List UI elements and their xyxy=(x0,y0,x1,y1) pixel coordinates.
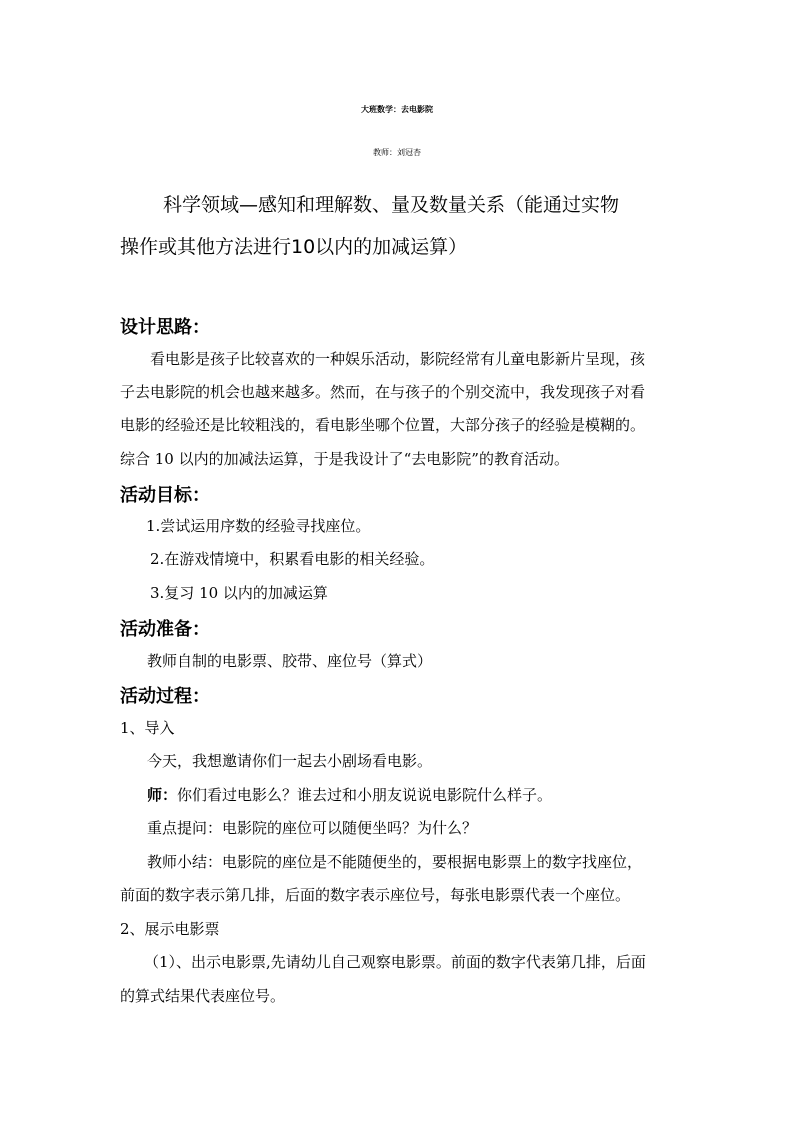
document-title: 大班数学：去电影院 xyxy=(361,105,433,114)
domain-line-1: 科学领域—感知和理解数、量及数量关系（能通过实物 xyxy=(163,194,620,216)
step2-line-1: （1）、出示电影票,先请幼儿自己观察电影票。前面的数字代表第几排，后面 xyxy=(144,953,646,971)
prep-heading: 活动准备： xyxy=(120,619,210,640)
design-line: 电影的经验还是比较粗浅的，看电影坐哪个位置，大部分孩子的经验是模糊的。 xyxy=(120,416,646,434)
step1-question: 重点提问：电影院的座位可以随便坐吗？为什么？ xyxy=(147,819,478,837)
process-heading: 活动过程： xyxy=(120,686,210,707)
design-line: 子去电影院的机会也越来越多。然而，在与孩子的个别交流中，我发现孩子对看 xyxy=(120,383,646,401)
goal-item: 3.复习 10 以内的加减运算 xyxy=(150,584,328,602)
step1-title: 1、导入 xyxy=(120,719,175,737)
teacher-label: 师： xyxy=(147,786,178,804)
teacher-question: 你们看过电影么？谁去过和小朋友说说电影院什么样子。 xyxy=(177,786,553,804)
design-line: 综合 10 以内的加减法运算，于是我设计了“去电影院”的教育活动。 xyxy=(120,450,569,468)
step1-summary-line-1: 教师小结：电影院的座位是不能随便坐的，要根据电影票上的数字找座位， xyxy=(147,853,643,871)
prep-text: 教师自制的电影票、胶带、座位号（算式） xyxy=(147,652,433,670)
design-heading: 设计思路： xyxy=(120,317,210,338)
goal-item: 2.在游戏情境中，积累看电影的相关经验。 xyxy=(150,550,435,568)
step1-summary-line-2: 前面的数字表示第几排，后面的数字表示座位号，每张电影票代表一个座位。 xyxy=(120,886,631,904)
step2-title: 2、展示电影票 xyxy=(120,920,220,938)
domain-line-2: 操作或其他方法进行10以内的加减运算） xyxy=(120,236,468,258)
step1-teacher-line xyxy=(147,784,552,805)
goal-item: 1.尝试运用序数的经验寻找座位。 xyxy=(146,517,371,535)
step1-intro: 今天，我想邀请你们一起去小剧场看电影。 xyxy=(147,752,433,770)
goals-heading: 活动目标： xyxy=(120,485,210,506)
teacher-name: 教师：刘冠杏 xyxy=(373,148,421,157)
design-line: 看电影是孩子比较喜欢的一种娱乐活动，影院经常有儿童电影新片呈现，孩 xyxy=(150,350,646,368)
step2-line-2: 的算式结果代表座位号。 xyxy=(120,987,286,1005)
